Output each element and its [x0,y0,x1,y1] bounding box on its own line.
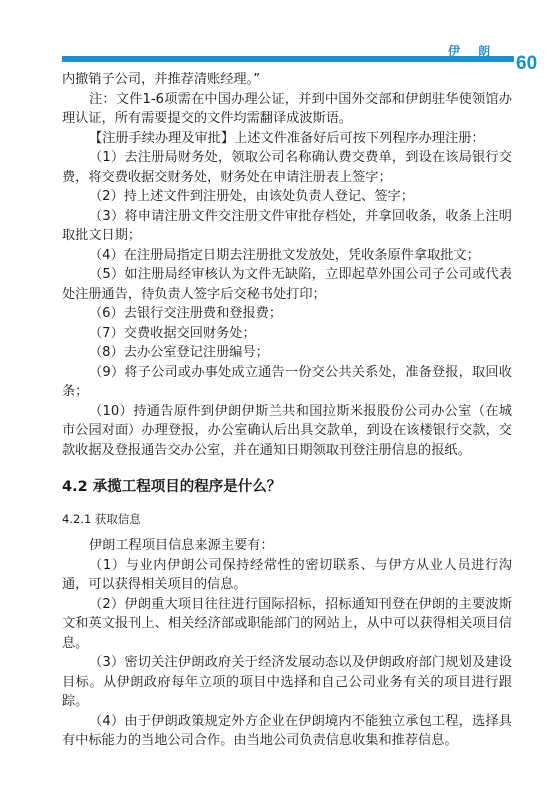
spacer [62,528,512,536]
info-item: （3）密切关注伊朗政府关于经济发展动态以及伊朗政府部门规划及建设目标。从伊朗政府每年立项的项目中选择和自己公司业务有关的项目进行跟踪。 [62,655,512,709]
header-bar [62,56,514,62]
step-item: （1）去注册局财务处，领取公司名称确认费交费单，到设在该局银行交费，将交费收据交财务处，财务处在申请注册表上签字； [62,150,512,185]
step-item: （7）交费收据交回财务处； [89,325,256,341]
info-intro: 伊朗工程项目信息来源主要有： [89,538,274,553]
note-paragraph: 注：文件1-6项需在中国办理公证，并到中国外交部和伊朗驻华使领馆办理认证，所有需要提交的文件均需翻译成波斯语。 [62,91,512,126]
spacer [62,460,512,476]
section-heading: 4.2 承揽工程项目的程序是什么？ [62,479,282,495]
subsection-heading: 4.2.1 获取信息 [62,512,141,526]
step-item: （4）在注册局指定日期去注册批文发放处，凭收条原件拿取批文； [89,247,480,263]
running-header: 伊 朗 [448,44,498,58]
step-item: （9）将子公司或办事处成立通告一份交公共关系处，准备登报，取回收条； [62,364,512,399]
info-item: （2）伊朗重大项目往往进行国际招标，招标通知刊登在伊朗的主要波斯文和英文报刊上、相关经济部或职能部门的网站上，从中可以获得相关项目信息。 [62,596,512,651]
step-item: （10）持通告原件到伊朗伊斯兰共和国拉斯米报股份公司办公室（在城市公园对面）办理登报，办公室确认后出具交款单，到设在该楼银行交款，交款收据及登报通告交办公室，并在通知日期领取刊登注册信息的报纸。 [62,403,512,458]
step-item: （2）持上述文件到注册处，由该处负责人登记、签字； [89,189,414,204]
step-item: （3）将申请注册文件交注册文件审批存档处，并拿回收条，收条上注明取批文日期； [62,208,512,243]
step-item: （8）去办公室登记注册编号； [89,345,269,360]
page-body [62,70,512,751]
info-item: （1）与业内伊朗公司保持经常性的密切联系、与伊方从业人员进行沟通，可以获得相关项目的信息。 [62,557,512,592]
step-item: （6）去银行交注册费和登报费； [89,306,283,321]
procedure-intro: 【注册手续办理及审批】上述文件准备好后可按下列程序办理注册： [89,130,485,146]
step-item: （5）如注册局经审核认为文件无缺陷，立即起草外国公司子公司或代表处注册通告，待负责人签字后交秘书处打印； [62,267,512,302]
page-number: 60 [516,53,538,74]
intro-line: 内撤销子公司，并推荐清账经理。” [62,72,261,87]
spacer [62,498,512,510]
info-item: （4）由于伊朗政策规定外方企业在伊朗境内不能独立承包工程，选择具有中标能力的当地公司合作。由当地公司负责信息收集和推荐信息。 [62,713,512,748]
